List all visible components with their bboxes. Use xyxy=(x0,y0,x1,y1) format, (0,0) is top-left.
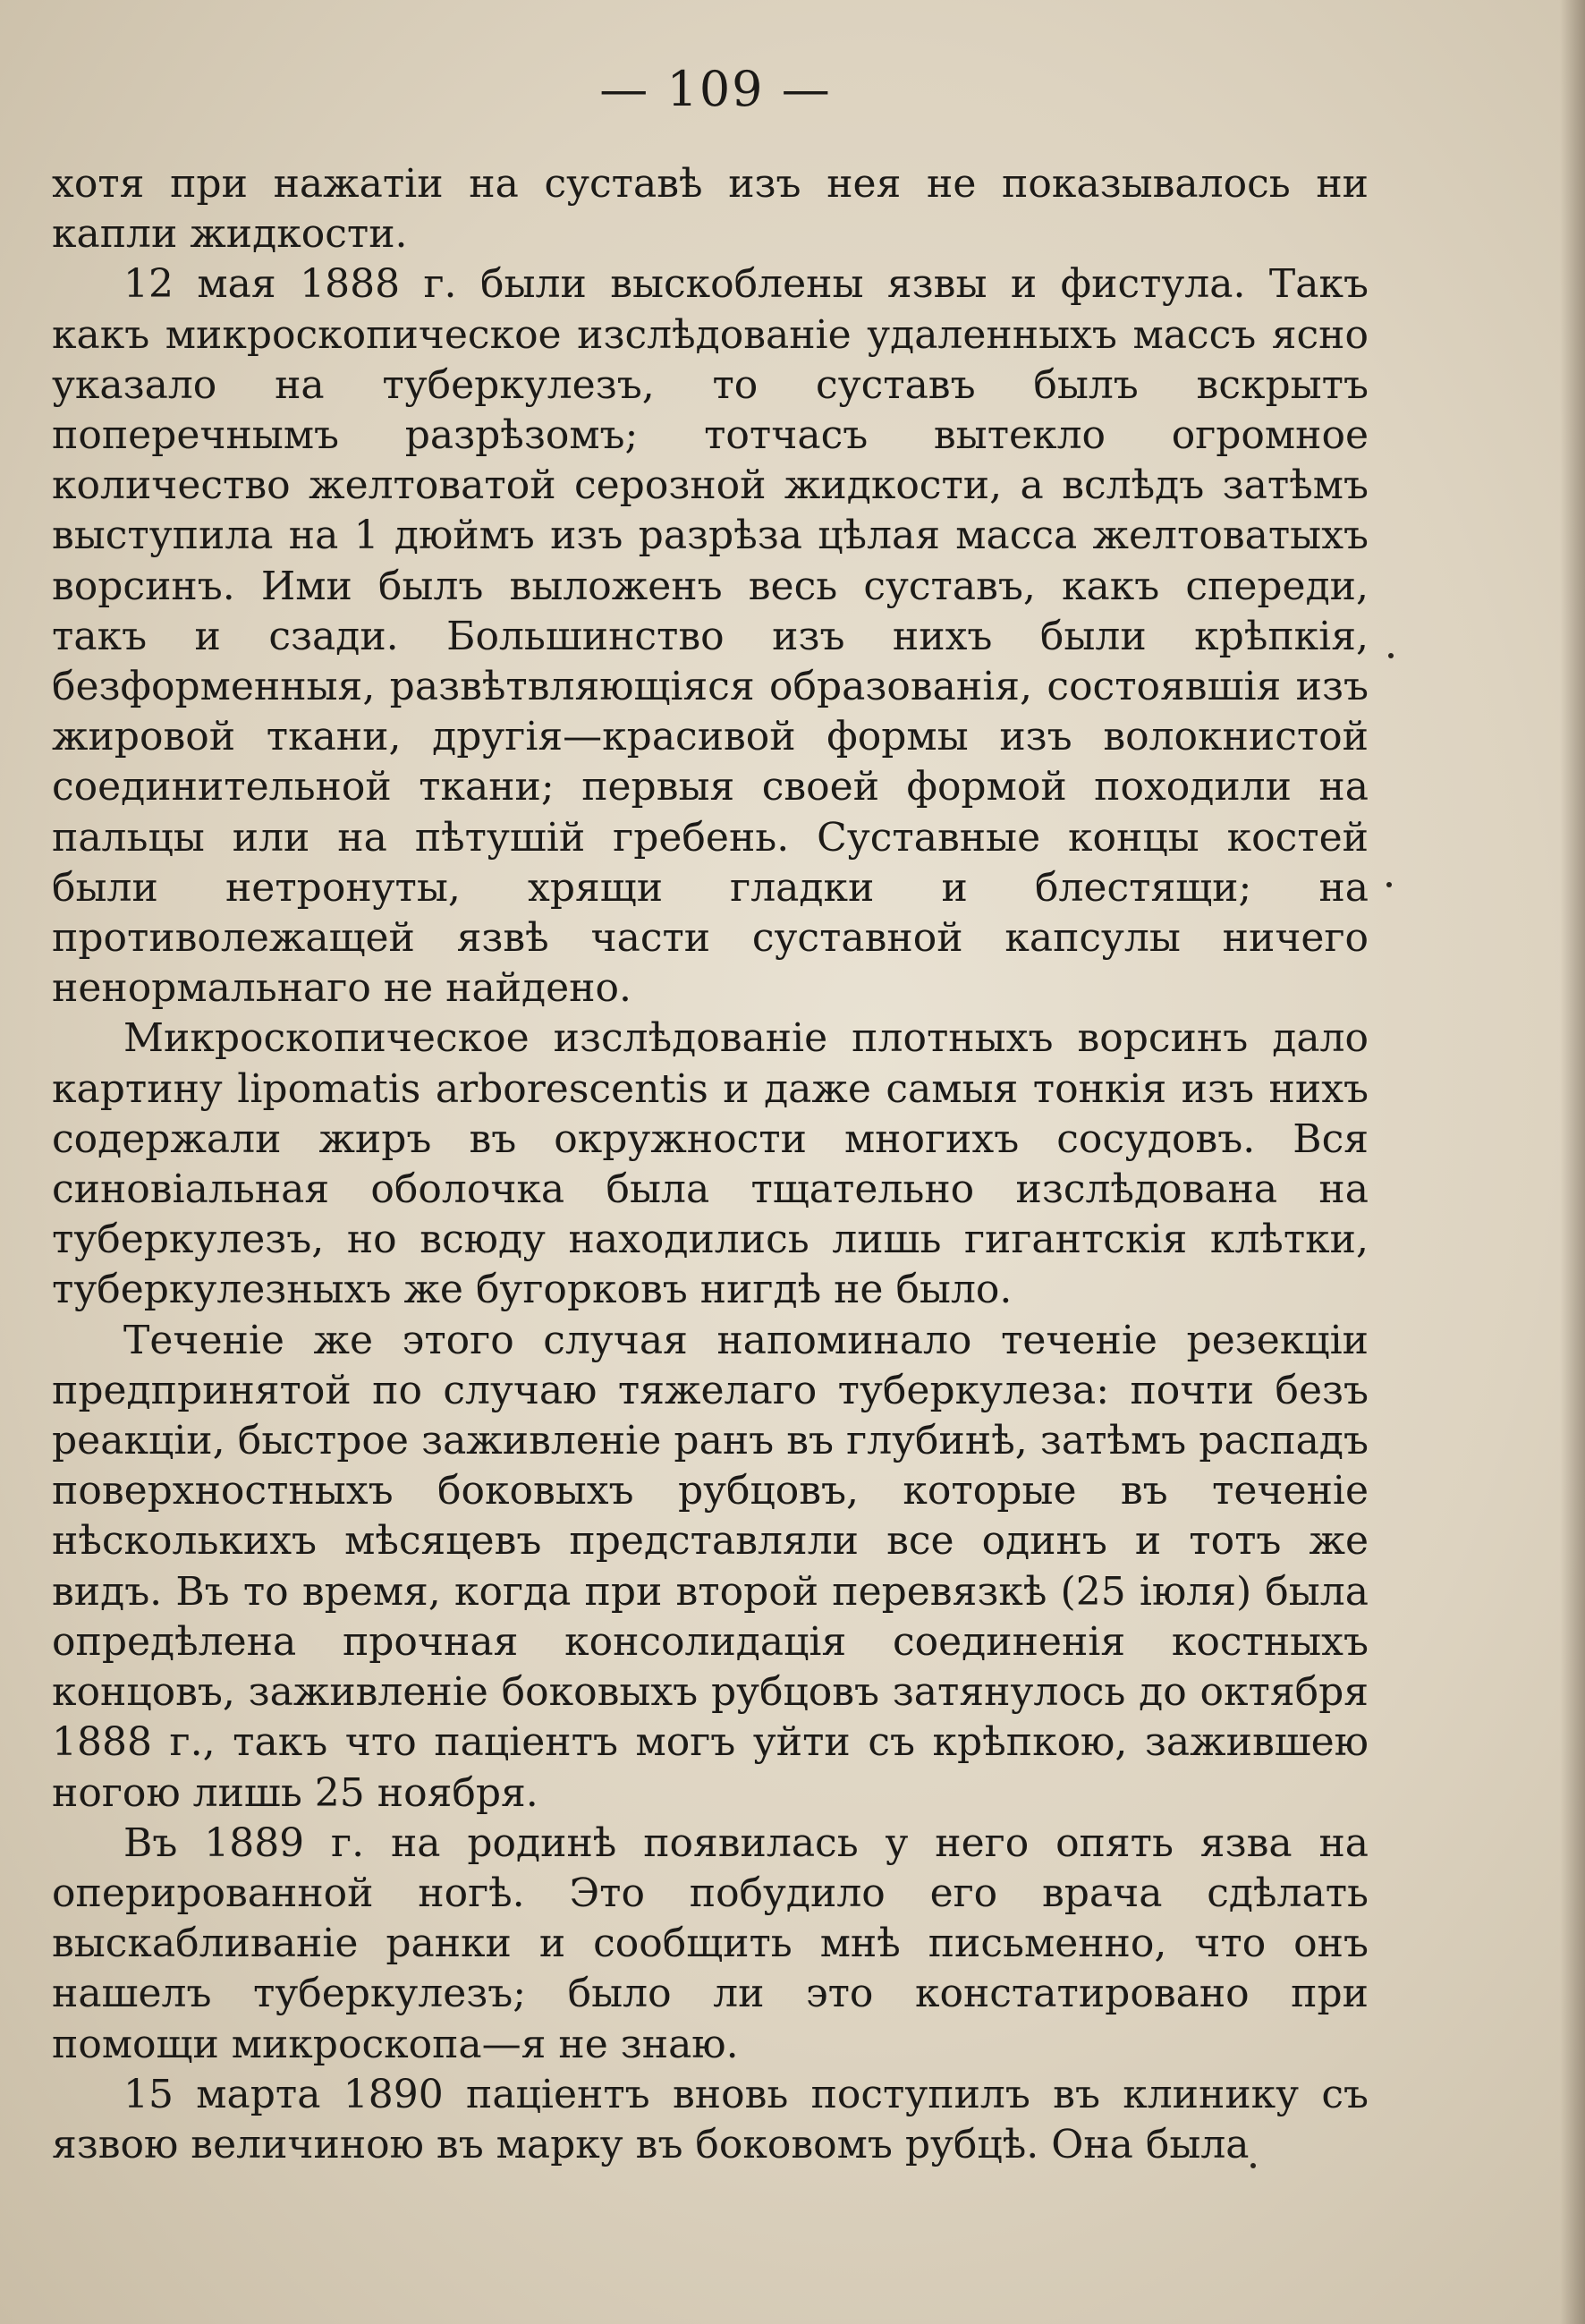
paragraph-course: Теченіе же этого случая напоминало теченіе резекціи предпринятой по случаю тяжелаго туберкулеза: почти безъ реакціи, быстрое заживленіе ранъ въ глубинѣ, затѣмъ распадъ поверхностныхъ боковыхъ рубцовъ, которые въ теченіе нѣсколькихъ мѣсяцевъ представляли все одинъ и тотъ же видъ. Въ то время, когда при второй перевязкѣ (25 іюля) была опредѣлена прочная консолидація соединенія костныхъ концовъ, заживленіе боковыхъ рубцовъ затянулось до октября 1888 г., такъ что паціентъ могъ уйти съ крѣпкою, зажившею ногою лишь 25 ноября. xyxy=(52,1317,1369,1816)
body-text xyxy=(52,159,1369,2170)
paragraph-microscopy: Микроскопическое изслѣдованіе плотныхъ ворсинъ дало картину lipomatis arborescentis и даже самыя тонкія изъ нихъ содержали жиръ въ окружности многихъ сосудовъ. Вся синовіальная оболочка была тщательно изслѣдована на туберкулезъ, но всюду находились лишь гигантскія клѣтки, туберкулезныхъ же бугорковъ нигдѣ не было. xyxy=(52,1015,1369,1313)
paragraph-scraping-1888: 12 мая 1888 г. были выскоблены язвы и фистула. Такъ какъ микроскопическое изслѣдованіе удаленныхъ массъ ясно указало на туберкулезъ, то суставъ былъ вскрытъ поперечнымъ разрѣзомъ; тотчасъ вытекло огромное количество желтоватой серозной жидкости, а вслѣдъ затѣмъ выступила на 1 дюймъ изъ разрѣза цѣлая масса желтоватыхъ ворсинъ. Ими былъ выложенъ весь суставъ, какъ спереди, такъ и сзади. Большинство изъ нихъ были крѣпкія, безформенныя, развѣтвляющіяся образованія, состоявшія изъ жировой ткани, другія—красивой формы изъ волокнистой соединительной ткани; первыя своей формой походили на пальцы или на пѣтушій гребень. Суставные концы костей были нетронуты, хрящи гладки и блестящи; на противолежащей язвѣ части суставной капсулы ничего ненормальнаго не найдено. xyxy=(52,261,1369,1012)
page-edge-shadow xyxy=(1560,0,1585,2324)
ink-speck xyxy=(1386,882,1392,887)
page-number: — 109 — xyxy=(599,61,832,117)
ink-speck xyxy=(1250,2163,1256,2168)
paragraph-1890: 15 марта 1890 паціентъ вновь поступилъ въ клинику съ язвою величиною въ марку въ боковомъ рубцѣ. Она была xyxy=(52,2071,1369,2167)
ink-speck xyxy=(1388,653,1394,658)
paragraph-1889: Въ 1889 г. на родинѣ появилась у него опять язва на оперированной ногѣ. Это побудило его врача сдѣлать выскабливаніе ранки и сообщить мнѣ письменно, что онъ нашелъ туберкулезъ; было ли это констатировано при помощи микроскопа—я не знаю. xyxy=(52,1819,1369,2067)
paragraph-continuation: хотя при нажатіи на суставѣ изъ нея не показывалось ни капли жидкости. xyxy=(52,161,1369,258)
